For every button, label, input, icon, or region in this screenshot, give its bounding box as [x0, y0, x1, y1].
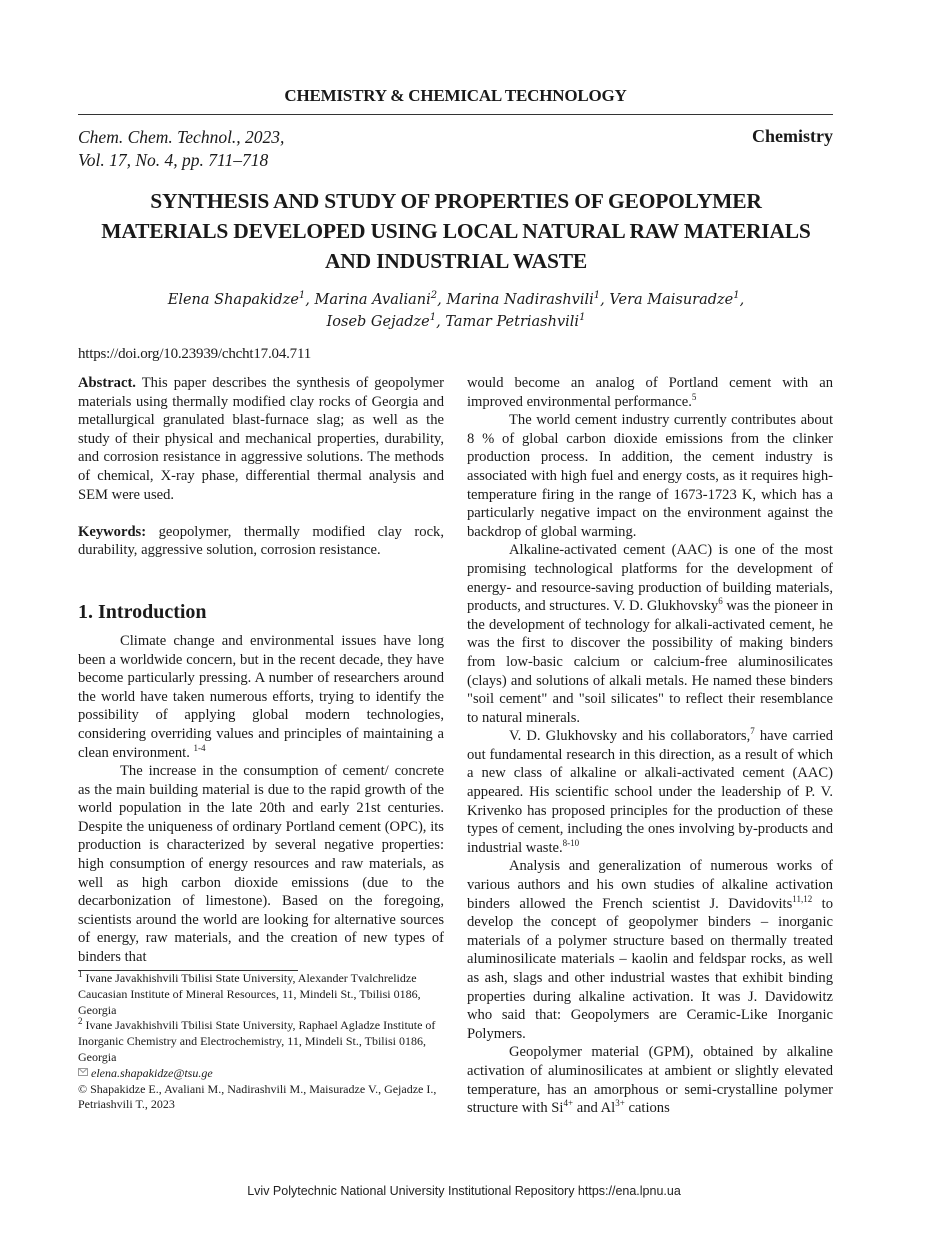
section-heading-introduction: 1. Introduction — [78, 600, 207, 623]
citation-line-2: Vol. 17, No. 4, pp. 711–718 — [78, 150, 269, 170]
abstract-label: Abstract. — [78, 375, 136, 391]
envelope-icon — [78, 1068, 88, 1076]
footnotes — [78, 971, 448, 1113]
author-list — [70, 289, 842, 333]
paragraph: would become an analog of Portland cement with an improved environmental performance.$^5$ — [467, 375, 833, 410]
author: Vera Maisuradze$^1$, — [609, 290, 745, 308]
author: Marina Avaliani$^2$, — [314, 290, 447, 308]
paragraph: V. D. Glukhovsky and his collaborators,$^7$ have carried out fundamental research in this direction, as a result of which a new class of alkaline or alkali-activated cement (AAC) appeared. His scientific school under the leadership of P. V. Krivenko has proposed principles for the production of these types of cement, including the ones involving by-products and industrial waste.$^{8-10}$ — [467, 726, 833, 856]
email-link[interactable]: elena.shapakidze@tsu.ge — [91, 1065, 213, 1080]
paragraph: The increase in the consumption of cement/ concrete as the main building material is due to the rapid growth of the world population in the late 20th and early 21st centuries. Despite the uniqueness of ordinary Portland cement (OPC), its production is characterized by several negative properties: high consumption of energy resources and raw materials, as well as high carbon dioxide emissions (due to the decarbonization of limestone). Based on the foregoing, scientists around the world are looking for alternative sources of energy, raw materials, and the creation of new types of binders that — [78, 763, 444, 966]
corresponding-email — [78, 1066, 448, 1082]
keywords-text: geopolymer, thermally modified clay rock, durability, aggressive solution, corrosion resistance. — [78, 523, 444, 559]
abstract — [78, 374, 444, 504]
abstract-text: This paper describes the synthesis of geopolymer materials using thermally modified clay rocks of Georgia and metallurgical granulated blast-furnace slag; as well as the study of their physical and mechanical properties, durability, and corrosion resistance in aggressive solutions. The methods of chemical, X-ray phase, differential thermal analysis and SEM were used. — [78, 375, 444, 503]
footnote-affiliation-2: $^2$ Ivane Javakhishvili Tbilisi State University, Raphael Agladze Institute of Inorganic Chemistry and Electrochemistry, 11, Mindeli St., Tbilisi 0186, Georgia — [78, 1016, 436, 1064]
section-label: Chemistry — [752, 126, 833, 146]
paragraph: The world cement industry currently contributes about 8 % of global carbon dioxide emissions from the clinker production process. In addition, the cement industry is associated with high fuel and energy costs, as it requires high-temperature firing in the range of 1673-1723 K, which has a particularly negative impact on the environment against the backdrop of global warming. — [467, 412, 833, 540]
left-column — [78, 374, 444, 967]
keywords — [78, 523, 444, 560]
right-column — [467, 374, 833, 1118]
author: Elena Shapakidze$^1$, — [167, 290, 315, 308]
citation-ref[interactable]: 6 — [718, 596, 723, 607]
citation-ref[interactable]: 1-4 — [193, 742, 206, 753]
citation-line-1: Chem. Chem. Technol., 2023, — [78, 127, 285, 147]
journal-name: CHEMISTRY & CHEMICAL TECHNOLOGY — [284, 86, 627, 105]
title-line-3: AND INDUSTRIAL WASTE — [324, 249, 588, 273]
citation-ref[interactable]: 5 — [691, 391, 697, 402]
title-line-2: MATERIALS DEVELOPED USING LOCAL NATURAL RAW MATERIALS — [101, 219, 811, 243]
doi-link[interactable]: https://doi.org/10.23939/chcht17.04.711 — [78, 346, 312, 362]
author: Ioseb Gejadze$^1$, — [326, 312, 446, 330]
citation-ref[interactable]: 8-10 — [562, 837, 580, 848]
repository-footer: Lviv Polytechnic National University Institutional Repository https://ena.lpnu.ua — [247, 1184, 681, 1198]
citation-ref[interactable]: 11,12 — [792, 893, 813, 904]
citation — [78, 126, 284, 172]
title-line-1: SYNTHESIS AND STUDY OF PROPERTIES OF GEOPOLYMER — [150, 189, 762, 213]
copyright: © Shapakidze E., Avaliani M., Nadirashvili M., Maisuradze V., Gejadze I., Petriashvili T., 2023 — [78, 1081, 437, 1112]
author: Marina Nadirashvili$^1$, — [446, 290, 610, 308]
header-divider — [78, 114, 833, 115]
citation-ref[interactable]: 7 — [750, 726, 755, 737]
author: Tamar Petriashvili$^1$ — [445, 312, 586, 330]
article-title — [70, 186, 842, 276]
paragraph: Geopolymer material (GPM), obtained by alkaline activation of aluminosilicates at ambient or slightly elevated temperature, has an amorphous or semi-crystalline polymer structure with $Si^{4+}$ and $Al^{3+}$ cations — [467, 1044, 833, 1117]
paragraph: Analysis and generalization of numerous works of various authors and his own studies of alkaline activation binders allowed the French scientist J. Davidovits$^{11,12}$ to develop the concept of geopolymer binders – inorganic materials of a polymer structure based on thermally treated aluminosilicate materials – kaolin and feldspar rocks, as well as ash, slags and other industrial wastes that exhibit binding properties during alkaline activation. It was J. Davidowitz who said that: Geopolymers are Ceramic-Like Inorganic Polymers. — [467, 858, 833, 1042]
keywords-label: Keywords: — [78, 523, 147, 540]
paragraph: Climate change and environmental issues have long been a worldwide concern, but in the recent decade, they have become particularly pressing. A number of researchers around the world have taken numerous efforts, trying to identify the possibility of applying global modern technologies, considering overriding values and principles of maintaining a clean environment. $^{1-4}$ — [78, 632, 444, 761]
footnote-affiliation-1: $^1$ Ivane Javakhishvili Tbilisi State University, Alexander Tvalchrelidze Caucasian Institute of Mineral Resources, 11, Mindeli St., Tbilisi 0186, Georgia — [78, 969, 421, 1017]
paragraph: Alkaline-activated cement (AAC) is one of the most promising technological platforms for the development of energy- and resource-saving production of building materials, products, and structures. V. D. Glukhovsky$^6$ was the pioneer in the development of technology for alkali-activated cement, he was the first to discover the possibility of making binders from low-basic calcium or calcium-free aluminosilicates (clays) and solutions of alkali metals. He named these binders "soil cement" and "soil silicates" to reflect their resemblance to natural minerals. — [467, 542, 833, 726]
